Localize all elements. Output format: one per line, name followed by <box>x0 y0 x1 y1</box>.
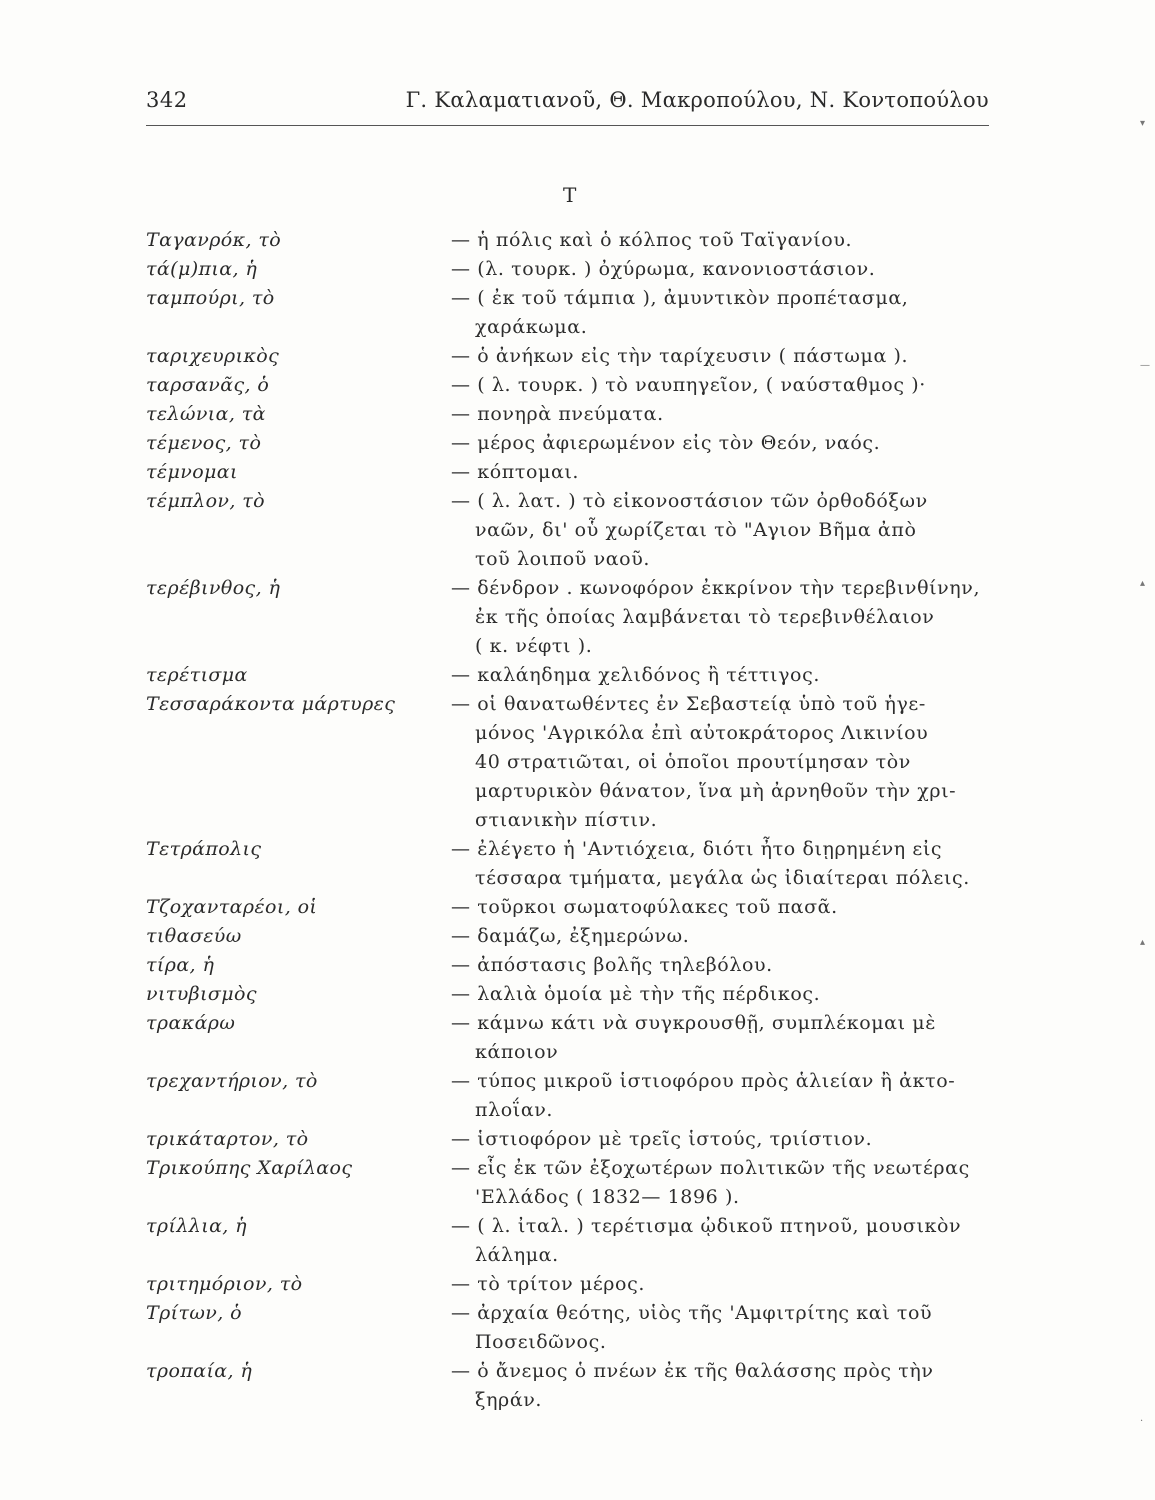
entry-definition <box>451 1125 996 1154</box>
definition-line: — δαμάζω, ἐξημερώνω. <box>451 925 690 947</box>
definition-line: 40 στρατιῶται, οἱ ὁποῖοι προυτίμησαν τὸν <box>475 751 911 773</box>
definition-line: — ( λ. λατ. ) τὸ εἰκονοστάσιον τῶν ὀρθοδόξων <box>451 490 928 512</box>
entry-term: τριτημόριον, τὸ <box>146 1273 303 1295</box>
entry-term: Ταγανρόκ, τὸ <box>146 229 282 251</box>
glossary-entry <box>146 1270 996 1299</box>
definition-line: ναῶν, δι' οὗ χωρίζεται τὸ "Αγιον Βῆμα ἀπὸ <box>475 519 917 541</box>
definition-line: 'Ελλάδος ( 1832— 1896 ). <box>475 1186 740 1208</box>
glossary-entry <box>146 1125 996 1154</box>
glossary-entry <box>146 429 996 458</box>
definition-line: — καλάηδημα χελιδόνος ἢ τέττιγος. <box>451 664 820 686</box>
entry-definition <box>451 1299 996 1357</box>
entry-definition <box>451 661 996 690</box>
glossary-entry <box>146 980 996 1009</box>
entry-term: Τρίτων, ὁ <box>146 1302 242 1324</box>
glossary-entry <box>146 690 996 835</box>
definition-line: — ἀπόστασις βολῆς τηλεβόλου. <box>451 954 773 976</box>
entry-definition <box>451 1154 996 1212</box>
entry-term: τίρα, ἡ <box>146 954 215 976</box>
definition-line: πλοΐαν. <box>475 1099 554 1121</box>
entry-term: ταρσανᾶς, ὁ <box>146 374 270 396</box>
definition-line: λάλημα. <box>475 1244 559 1266</box>
glossary-entry <box>146 1357 996 1415</box>
definition-line: τοῦ λοιποῦ ναοῦ. <box>475 548 650 570</box>
entry-term: νιτυβισμὸς <box>146 983 257 1005</box>
definition-line: — κάμνω κάτι νὰ συγκρουσθῇ, συμπλέκομαι μὲ <box>451 1012 937 1034</box>
definition-line: — δένδρον . κωνοφόρον ἐκκρίνον τὴν τερεβινθίνην, <box>451 577 981 599</box>
entry-definition <box>451 922 996 951</box>
entry-term: τέμενος, τὸ <box>146 432 262 454</box>
entry-term: τέμπλον, τὸ <box>146 490 266 512</box>
definition-line: — τύπος μικροῦ ἱστιοφόρου πρὸς ἁλιείαν ἢ ἀκτο- <box>451 1070 956 1092</box>
section-letter: Τ <box>563 183 577 207</box>
entry-definition <box>451 342 996 371</box>
entry-term: τερέβινθος, ἡ <box>146 577 281 599</box>
entry-term: Τετράπολις <box>146 838 262 860</box>
glossary-entry <box>146 487 996 574</box>
glossary-entry <box>146 574 996 661</box>
entry-term: τροπαία, ἡ <box>146 1360 253 1382</box>
definition-line: κάποιον <box>475 1041 559 1063</box>
entry-term: τελώνια, τὰ <box>146 403 266 425</box>
entry-definition <box>451 690 996 835</box>
entry-definition <box>451 226 996 255</box>
glossary-entry <box>146 458 996 487</box>
definition-line: — ἀρχαία θεότης, υἱὸς τῆς 'Αμφιτρίτης καὶ τοῦ <box>451 1302 933 1324</box>
entry-term: ταμπούρι, τὸ <box>146 287 275 309</box>
entry-term: Τζοχανταρέοι, οἱ <box>146 896 318 918</box>
entry-definition <box>451 574 996 661</box>
entry-definition <box>451 487 996 574</box>
entry-definition <box>451 980 996 1009</box>
entry-definition <box>451 400 996 429</box>
entry-definition <box>451 371 996 400</box>
entry-definition <box>451 255 996 284</box>
definition-line: — λαλιὰ ὁμοία μὲ τὴν τῆς πέρδικος. <box>451 983 821 1005</box>
definition-line: ξηράν. <box>475 1389 543 1411</box>
entry-term: τιθασεύω <box>146 925 242 947</box>
entry-term: τέμνομαι <box>146 461 238 483</box>
definition-line: χαράκωμα. <box>475 316 588 338</box>
definition-line: — οἱ θανατωθέντες ἐν Σεβαστείᾳ ὑπὸ τοῦ ἡγε- <box>451 693 926 715</box>
definition-line: — ἡ πόλις καὶ ὁ κόλπος τοῦ Ταϊγανίου. <box>451 229 853 251</box>
definition-line: — μέρος ἀφιερωμένον εἰς τὸν Θεόν, ναός. <box>451 432 881 454</box>
entry-definition <box>451 951 996 980</box>
glossary-entry <box>146 342 996 371</box>
glossary-entry <box>146 1067 996 1125</box>
glossary-entry <box>146 400 996 429</box>
glossary-entry <box>146 1009 996 1067</box>
entry-definition <box>451 1009 996 1067</box>
definition-line: — (λ. τουρκ. ) ὀχύρωμα, κανονιοστάσιον. <box>451 258 876 280</box>
entry-definition <box>451 284 996 342</box>
glossary-entry <box>146 1299 996 1357</box>
margin-mark: ▴ <box>1140 937 1146 948</box>
definition-line: — εἷς ἐκ τῶν ἐξοχωτέρων πολιτικῶν τῆς νεωτέρας <box>451 1157 970 1179</box>
entry-definition <box>451 1067 996 1125</box>
entry-term: ταριχευρικὸς <box>146 345 280 367</box>
definition-line: ἐκ τῆς ὁποίας λαμβάνεται τὸ τερεβινθέλαιον <box>475 606 935 628</box>
glossary-entry <box>146 951 996 980</box>
definition-line: — ὁ ἄνεμος ὁ πνέων ἐκ τῆς θαλάσσης πρὸς τὴν <box>451 1360 934 1382</box>
header-rule <box>146 125 989 126</box>
definition-line: — κόπτομαι. <box>451 461 580 483</box>
entry-definition <box>451 1270 996 1299</box>
entry-term: τρίλλια, ἡ <box>146 1215 247 1237</box>
entry-term: τερέτισμα <box>146 664 248 686</box>
entry-definition <box>451 458 996 487</box>
definition-line: τέσσαρα τμήματα, μεγάλα ὡς ἰδιαίτεραι πόλεις. <box>475 867 970 889</box>
glossary-entry <box>146 371 996 400</box>
running-head: Γ. Καλαματιανοῦ, Θ. Μακροπούλου, Ν. Κοντοπούλου <box>405 88 989 112</box>
entry-definition <box>451 835 996 893</box>
margin-mark: — <box>1140 360 1150 371</box>
definition-line: — ( ἐκ τοῦ τάμπια ), ἀμυντικὸν προπέτασμα, <box>451 287 909 309</box>
margin-mark: · <box>1140 1416 1144 1427</box>
definition-line: — πονηρὰ πνεύματα. <box>451 403 664 425</box>
definition-line: ( κ. νέφτι ). <box>475 635 593 657</box>
entry-definition <box>451 429 996 458</box>
entry-term: τρικάταρτον, τὸ <box>146 1128 309 1150</box>
definition-line: — ὁ ἀνήκων εἰς τὴν ταρίχευσιν ( πάστωμα ). <box>451 345 909 367</box>
entry-term: τρεχαντήριον, τὸ <box>146 1070 318 1092</box>
entry-term: Τρικούπης Χαρίλαος <box>146 1157 353 1179</box>
glossary-entry <box>146 1212 996 1270</box>
glossary-entry <box>146 661 996 690</box>
entry-term: Τεσσαράκοντα μάρτυρες <box>146 693 396 715</box>
glossary-entry <box>146 284 996 342</box>
entry-definition <box>451 1357 996 1415</box>
margin-mark: ▴ <box>1140 578 1146 589</box>
definition-line: — ἱστιοφόρον μὲ τρεῖς ἱστούς, τριίστιον. <box>451 1128 873 1150</box>
definition-line: στιανικὴν πίστιν. <box>475 809 658 831</box>
glossary-entry <box>146 255 996 284</box>
entry-definition <box>451 893 996 922</box>
definition-line: — ( λ. ἰταλ. ) τερέτισμα ᾠδικοῦ πτηνοῦ, μουσικὸν <box>451 1215 962 1237</box>
definition-line: — ἐλέγετο ἡ 'Αντιόχεια, διότι ἦτο διῃρημένη εἰς <box>451 838 943 860</box>
glossary-entry <box>146 922 996 951</box>
margin-mark: ▾ <box>1140 118 1146 129</box>
definition-line: μαρτυρικὸν θάνατον, ἵνα μὴ ἀρνηθοῦν τὴν χρι- <box>475 780 957 802</box>
definition-line: — ( λ. τουρκ. ) τὸ ναυπηγεῖον, ( ναύσταθμος )· <box>451 374 926 396</box>
glossary-entry <box>146 835 996 893</box>
definition-line: — τοῦρκοι σωματοφύλακες τοῦ πασᾶ. <box>451 896 838 918</box>
page-number: 342 <box>146 88 188 112</box>
definition-line: — τὸ τρίτον μέρος. <box>451 1273 645 1295</box>
glossary-entry <box>146 893 996 922</box>
definition-line: Ποσειδῶνος. <box>475 1331 607 1353</box>
entry-term: τά(μ)πια, ἡ <box>146 258 258 280</box>
definition-line: μόνος 'Αγρικόλα ἐπὶ αὐτοκράτορος Λικινίου <box>475 722 929 744</box>
glossary-entry <box>146 226 996 255</box>
entry-term: τρακάρω <box>146 1012 236 1034</box>
glossary-entry <box>146 1154 996 1212</box>
entry-definition <box>451 1212 996 1270</box>
